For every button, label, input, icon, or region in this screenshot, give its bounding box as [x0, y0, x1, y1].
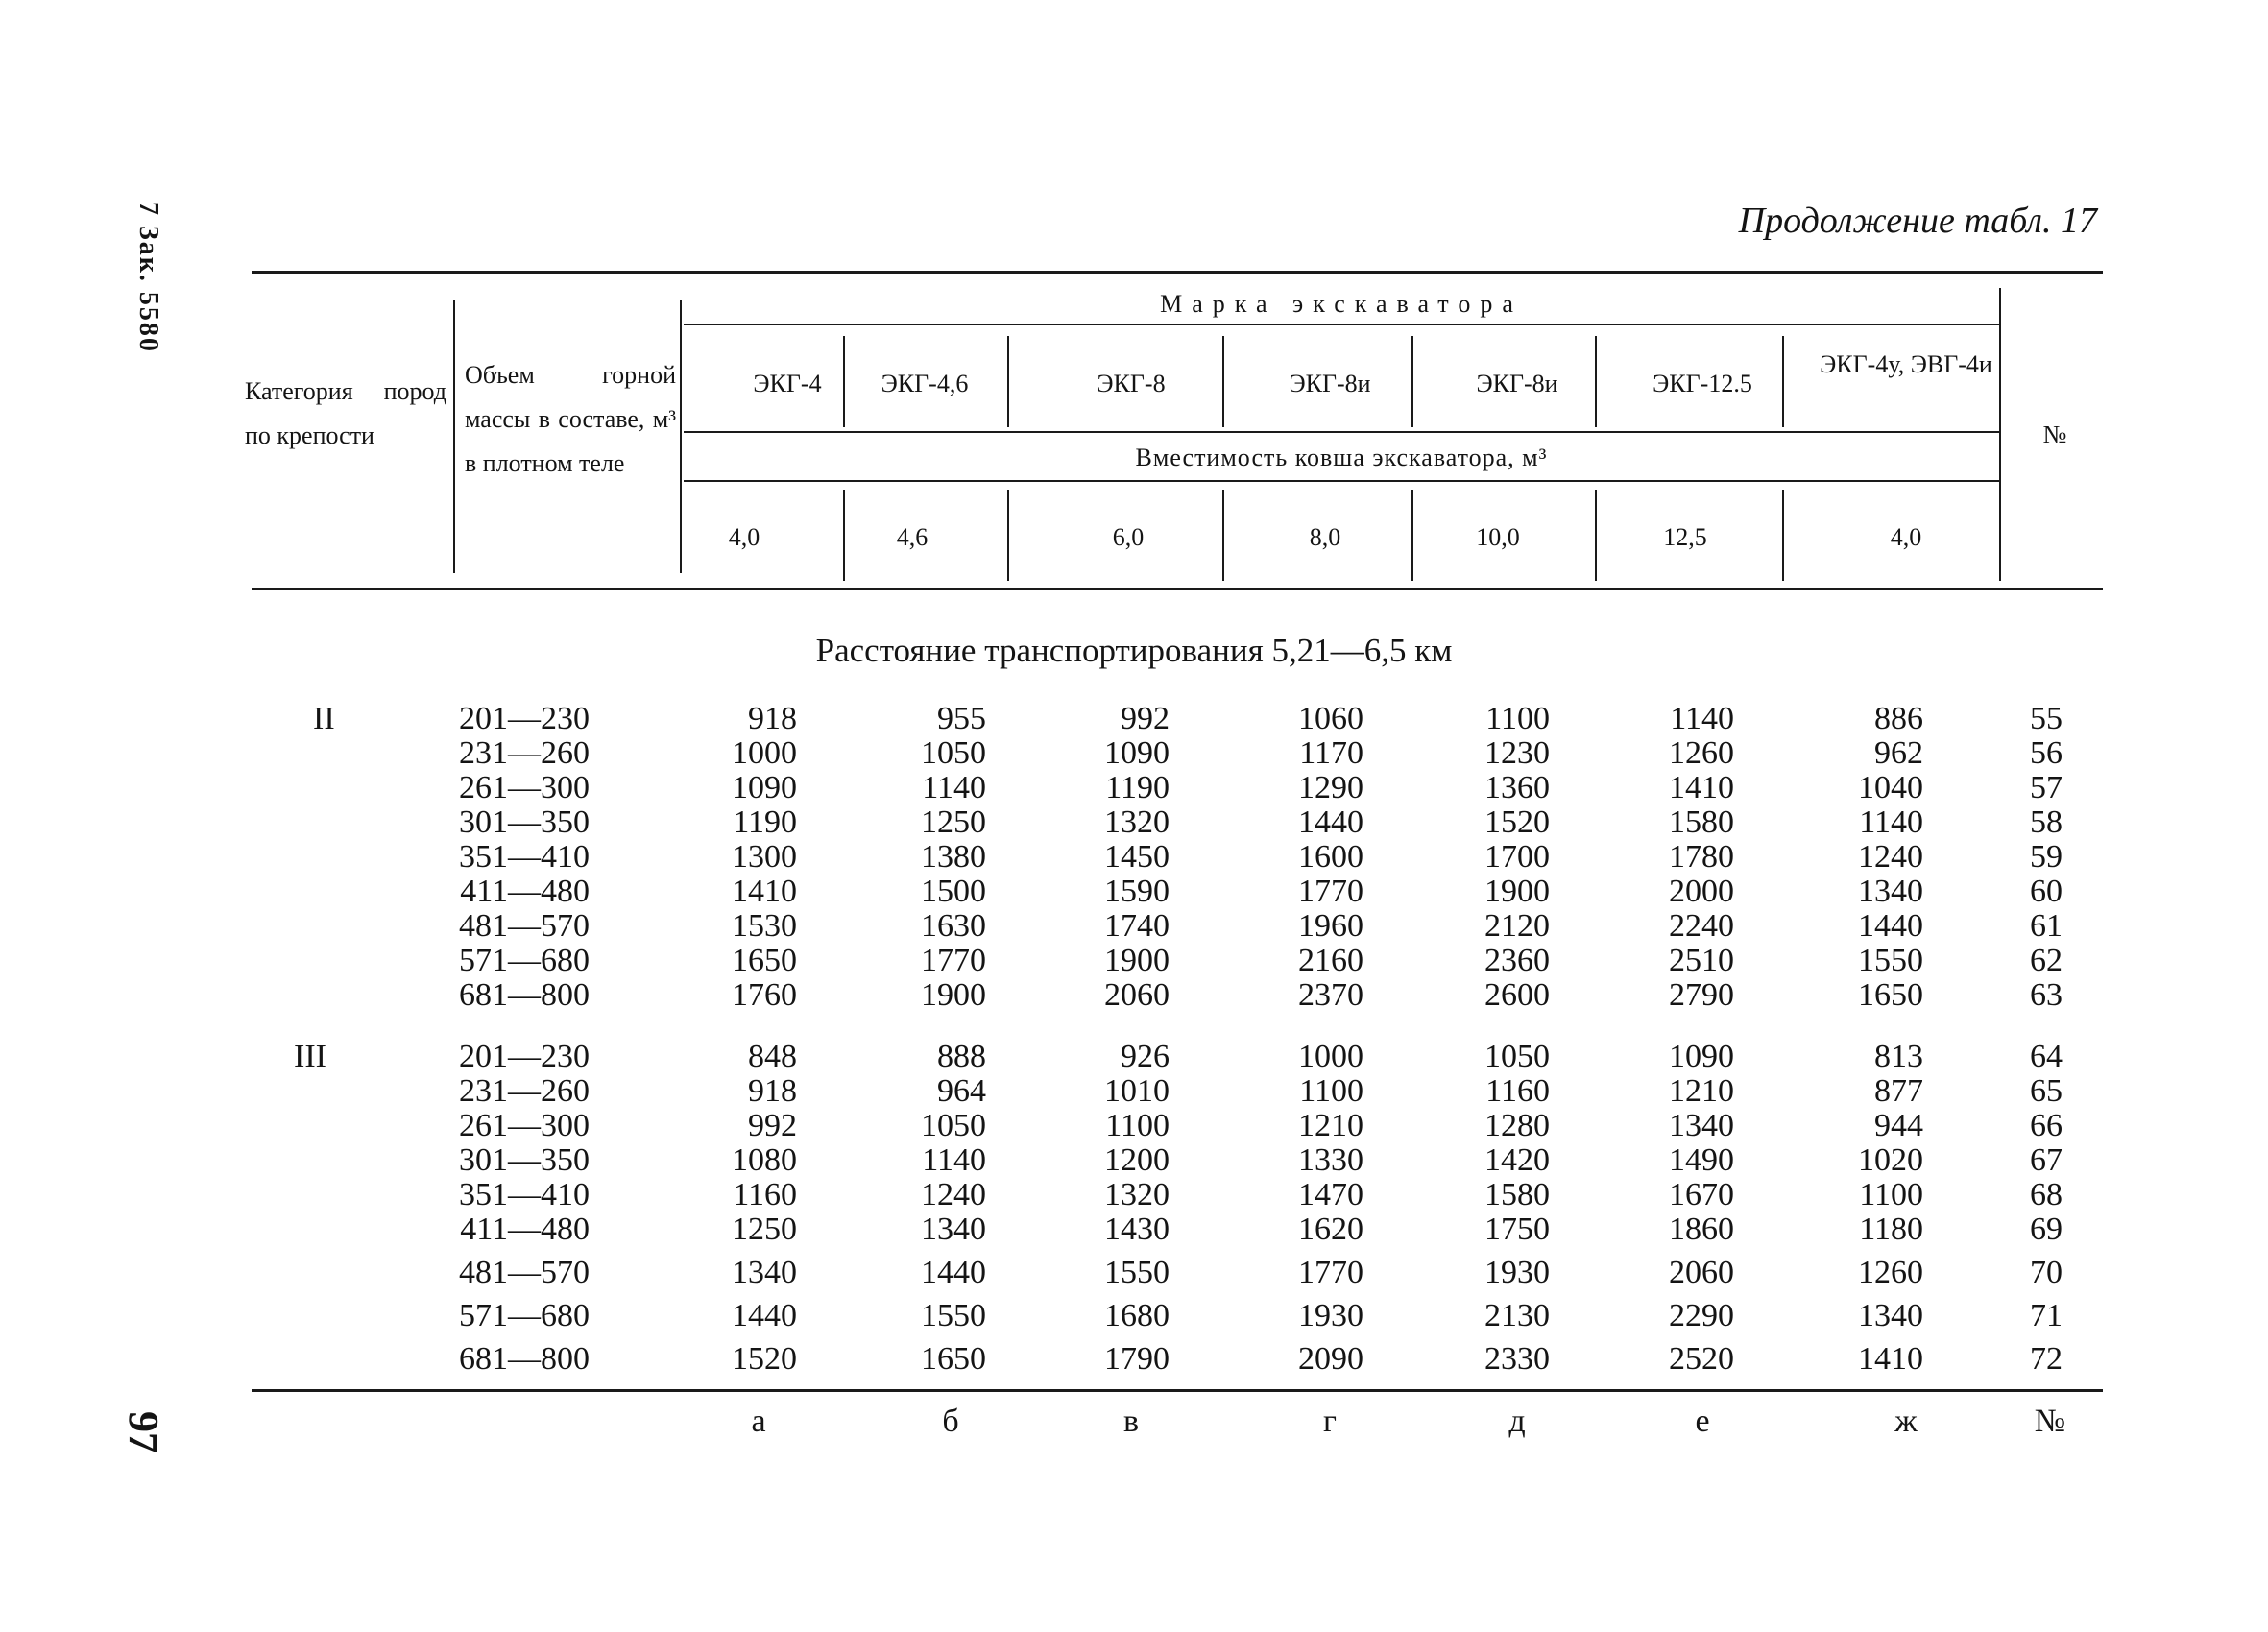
excavator-model-header: ЭКГ-4у, ЭВГ-4и — [1820, 350, 1992, 378]
bucket-capacity-header: 6,0 — [1112, 523, 1145, 551]
table-cell: 1410 — [1858, 1341, 1923, 1377]
table-cell: 926 — [1121, 1039, 1170, 1074]
table-cell: 1410 — [1669, 770, 1734, 805]
table-cell: 1340 — [1858, 874, 1923, 909]
header-divider — [680, 300, 682, 573]
table-cell: 1180 — [1859, 1212, 1923, 1247]
table-cell: 1600 — [1298, 839, 1363, 875]
row-number: 68 — [2030, 1177, 2063, 1212]
table-cell: 1580 — [1669, 804, 1734, 840]
table-cell: 1760 — [732, 977, 797, 1013]
column-letter: г — [1323, 1404, 1337, 1439]
table-cell: 1680 — [1104, 1298, 1170, 1333]
table-caption: Продолжение табл. 17 — [1738, 201, 2097, 241]
table-cell: 2240 — [1669, 908, 1734, 944]
table-cell: 1000 — [732, 735, 797, 771]
volume-range: 301—350 — [459, 804, 590, 840]
bucket-capacity-header: 4,0 — [1890, 523, 1922, 551]
excavator-model-header: ЭКГ-4 — [753, 370, 822, 397]
table-cell: 2360 — [1484, 943, 1550, 978]
row-number: 58 — [2030, 804, 2063, 840]
bucket-capacity-header: 10,0 — [1476, 523, 1520, 551]
table-cell: 888 — [937, 1039, 986, 1074]
table-cell: 1140 — [922, 1142, 986, 1178]
table-cell: 1160 — [733, 1177, 797, 1212]
table-cell: 1740 — [1104, 908, 1170, 944]
column-letter: ж — [1894, 1404, 1918, 1439]
table-cell: 1860 — [1669, 1212, 1734, 1247]
volume-range: 261—300 — [459, 1108, 590, 1143]
volume-range: 481—570 — [459, 1255, 590, 1290]
table-cell: 955 — [937, 701, 986, 736]
table-cell: 962 — [1874, 735, 1923, 771]
table-cell: 1550 — [921, 1298, 986, 1333]
header-divider — [843, 490, 845, 581]
volume-range: 571—680 — [459, 943, 590, 978]
bucket-capacity-header: 4,6 — [896, 523, 929, 551]
table-cell: 1930 — [1484, 1255, 1550, 1290]
capacity-group-top-rule — [684, 431, 1999, 433]
table-cell: 2060 — [1104, 977, 1170, 1013]
header-divider — [1222, 490, 1224, 581]
volume-range: 351—410 — [459, 1177, 590, 1212]
table-cell: 1960 — [1298, 908, 1363, 944]
volume-range: 681—800 — [459, 977, 590, 1013]
table-cell: 1490 — [1669, 1142, 1734, 1178]
row-number: 66 — [2030, 1108, 2063, 1143]
table-cell: 886 — [1874, 701, 1923, 736]
table-cell: 1360 — [1484, 770, 1550, 805]
volume-range: 351—410 — [459, 839, 590, 875]
table-cell: 1650 — [921, 1341, 986, 1377]
table-cell: 1340 — [1858, 1298, 1923, 1333]
volume-range: 201—230 — [459, 1039, 590, 1074]
capacity-group-bottom-rule — [684, 480, 1999, 482]
row-number: 55 — [2030, 701, 2063, 736]
row-number: 62 — [2030, 943, 2063, 978]
header-divider — [1007, 490, 1009, 581]
excavator-model-header: ЭКГ-4,6 — [881, 370, 969, 397]
excavator-model-header: ЭКГ-8 — [1097, 370, 1166, 397]
table-cell: 2060 — [1669, 1255, 1734, 1290]
column-letter: а — [751, 1404, 766, 1439]
row-number: 64 — [2030, 1039, 2063, 1074]
row-number: 61 — [2030, 908, 2063, 944]
category-label: III — [294, 1039, 326, 1074]
table-cell: 1140 — [922, 770, 986, 805]
table-cell: 2370 — [1298, 977, 1363, 1013]
table-cell: 1250 — [732, 1212, 797, 1247]
bucket-capacity-header: 8,0 — [1309, 523, 1341, 551]
table-cell: 944 — [1874, 1108, 1923, 1143]
header-top-rule — [252, 271, 2103, 274]
table-cell: 1260 — [1858, 1255, 1923, 1290]
table-cell: 964 — [937, 1073, 986, 1109]
header-bottom-rule — [252, 588, 2103, 590]
table-cell: 1900 — [1104, 943, 1170, 978]
table-cell: 1250 — [921, 804, 986, 840]
number-header: № — [2042, 420, 2067, 448]
table-cell: 1500 — [921, 874, 986, 909]
table-cell: 1210 — [1669, 1073, 1734, 1109]
row-number: 59 — [2030, 839, 2063, 875]
table-cell: 1010 — [1104, 1073, 1170, 1109]
row-number: 57 — [2030, 770, 2063, 805]
excavator-group-header: Марка экскаватора — [1160, 290, 1523, 318]
table-cell: 1050 — [921, 1108, 986, 1143]
table-cell: 1100 — [1299, 1073, 1363, 1109]
header-divider — [1411, 490, 1413, 581]
table-cell: 2160 — [1298, 943, 1363, 978]
table-cell: 1230 — [1484, 735, 1550, 771]
table-cell: 1080 — [732, 1142, 797, 1178]
row-number: 56 — [2030, 735, 2063, 771]
table-cell: 1650 — [732, 943, 797, 978]
volume-header: Объем горной массы в составе, м³ в плотном теле — [465, 361, 676, 477]
table-cell: 1170 — [1299, 735, 1363, 771]
table-cell: 1520 — [732, 1341, 797, 1377]
table-cell: 1140 — [1859, 804, 1923, 840]
table-cell: 2330 — [1484, 1341, 1550, 1377]
table-cell: 1260 — [1669, 735, 1734, 771]
table-cell: 1090 — [1669, 1039, 1734, 1074]
table-cell: 1060 — [1298, 701, 1363, 736]
table-cell: 1240 — [1858, 839, 1923, 875]
column-letter: № — [2034, 1404, 2066, 1439]
table-cell: 1190 — [1105, 770, 1170, 805]
table-cell: 1210 — [1298, 1108, 1363, 1143]
table-cell: 1440 — [1858, 908, 1923, 944]
header-divider — [1782, 490, 1784, 581]
table-cell: 1420 — [1484, 1142, 1550, 1178]
side-note: 7 Зак. 5580 — [133, 202, 163, 353]
table-cell: 1140 — [1670, 701, 1734, 736]
row-number: 69 — [2030, 1212, 2063, 1247]
table-cell: 1550 — [1104, 1255, 1170, 1290]
table-cell: 1530 — [732, 908, 797, 944]
table-cell: 1160 — [1485, 1073, 1550, 1109]
table-cell: 1470 — [1298, 1177, 1363, 1212]
table-cell: 1340 — [921, 1212, 986, 1247]
page-number: 97 — [120, 1411, 167, 1453]
table-cell: 1020 — [1858, 1142, 1923, 1178]
section-title: Расстояние транспортирования 5,21—6,5 км — [815, 632, 1453, 669]
table-cell: 1770 — [1298, 874, 1363, 909]
table-cell: 1440 — [1298, 804, 1363, 840]
table-bottom-rule — [252, 1389, 2103, 1392]
table-cell: 1750 — [1484, 1212, 1550, 1247]
table-cell: 1780 — [1669, 839, 1734, 875]
table-cell: 1280 — [1484, 1108, 1550, 1143]
table-cell: 1900 — [1484, 874, 1550, 909]
table-cell: 1670 — [1669, 1177, 1734, 1212]
row-number: 60 — [2030, 874, 2063, 909]
excavator-model-header: ЭКГ-8и — [1289, 370, 1371, 397]
table-cell: 1340 — [732, 1255, 797, 1290]
volume-range: 411—480 — [460, 1212, 590, 1247]
excavator-model-header: ЭКГ-12.5 — [1653, 370, 1752, 397]
table-cell: 1620 — [1298, 1212, 1363, 1247]
volume-range: 571—680 — [459, 1298, 590, 1333]
table-cell: 1770 — [1298, 1255, 1363, 1290]
table-cell: 992 — [1121, 701, 1170, 736]
table-cell: 1380 — [921, 839, 986, 875]
table-cell: 1330 — [1298, 1142, 1363, 1178]
row-number: 71 — [2030, 1298, 2063, 1333]
table-cell: 1200 — [1104, 1142, 1170, 1178]
table-cell: 2520 — [1669, 1341, 1734, 1377]
table-cell: 1100 — [1105, 1108, 1170, 1143]
table-cell: 918 — [748, 1073, 797, 1109]
volume-range: 231—260 — [459, 735, 590, 771]
volume-range: 201—230 — [459, 701, 590, 736]
header-divider — [1595, 490, 1597, 581]
table-cell: 1790 — [1104, 1341, 1170, 1377]
header-divider — [1999, 288, 2001, 581]
table-cell: 2290 — [1669, 1298, 1734, 1333]
volume-range: 231—260 — [459, 1073, 590, 1109]
table-cell: 1520 — [1484, 804, 1550, 840]
table-cell: 918 — [748, 701, 797, 736]
table-cell: 1100 — [1859, 1177, 1923, 1212]
volume-range: 301—350 — [459, 1142, 590, 1178]
table-cell: 1320 — [1104, 804, 1170, 840]
table-cell: 1590 — [1104, 874, 1170, 909]
excavator-group-rule — [684, 324, 1999, 325]
table-cell: 1050 — [1484, 1039, 1550, 1074]
table-cell: 813 — [1874, 1039, 1923, 1074]
table-cell: 2000 — [1669, 874, 1734, 909]
table-cell: 1040 — [1858, 770, 1923, 805]
table-cell: 2130 — [1484, 1298, 1550, 1333]
table-cell: 1190 — [733, 804, 797, 840]
table-cell: 1410 — [732, 874, 797, 909]
table-cell: 1770 — [921, 943, 986, 978]
row-number: 72 — [2030, 1341, 2063, 1377]
column-letter: в — [1122, 1404, 1140, 1439]
table-cell: 877 — [1874, 1073, 1923, 1109]
row-number: 67 — [2030, 1142, 2063, 1178]
column-letter: б — [942, 1404, 959, 1439]
row-number: 63 — [2030, 977, 2063, 1013]
table-cell: 2600 — [1484, 977, 1550, 1013]
table-cell: 1440 — [732, 1298, 797, 1333]
bucket-capacity-header: 12,5 — [1663, 523, 1707, 551]
table-cell: 1300 — [732, 839, 797, 875]
volume-range: 261—300 — [459, 770, 590, 805]
column-letter: е — [1695, 1404, 1710, 1439]
excavator-model-header: ЭКГ-8и — [1476, 370, 1558, 397]
table-cell: 1700 — [1484, 839, 1550, 875]
column-letter: д — [1508, 1404, 1526, 1439]
row-number: 70 — [2030, 1255, 2063, 1290]
table-cell: 1430 — [1104, 1212, 1170, 1247]
category-header: Категория пород по крепости — [245, 377, 446, 449]
volume-range: 481—570 — [459, 908, 590, 944]
table-cell: 1320 — [1104, 1177, 1170, 1212]
table-cell: 1630 — [921, 908, 986, 944]
volume-range: 681—800 — [459, 1341, 590, 1377]
category-label: II — [313, 701, 335, 736]
table-cell: 1930 — [1298, 1298, 1363, 1333]
table-cell: 1340 — [1669, 1108, 1734, 1143]
table-cell: 992 — [748, 1108, 797, 1143]
table-cell: 1090 — [732, 770, 797, 805]
table-cell: 1290 — [1298, 770, 1363, 805]
capacity-group-header: Вместимость ковша экскаватора, м³ — [1135, 444, 1548, 471]
table-cell: 1650 — [1858, 977, 1923, 1013]
table-cell: 1000 — [1298, 1039, 1363, 1074]
table-cell: 1900 — [921, 977, 986, 1013]
table-cell: 1240 — [921, 1177, 986, 1212]
table-cell: 2790 — [1669, 977, 1734, 1013]
table-cell: 1580 — [1484, 1177, 1550, 1212]
table-cell: 1090 — [1104, 735, 1170, 771]
table-cell: 1450 — [1104, 839, 1170, 875]
table-cell: 1100 — [1485, 701, 1550, 736]
table-cell: 2510 — [1669, 943, 1734, 978]
table-cell: 1440 — [921, 1255, 986, 1290]
table-cell: 848 — [748, 1039, 797, 1074]
header-divider — [453, 300, 455, 573]
row-number: 65 — [2030, 1073, 2063, 1109]
table-cell: 1050 — [921, 735, 986, 771]
table-cell: 2090 — [1298, 1341, 1363, 1377]
table-cell: 2120 — [1484, 908, 1550, 944]
volume-range: 411—480 — [460, 874, 590, 909]
bucket-capacity-header: 4,0 — [728, 523, 760, 551]
table-cell: 1550 — [1858, 943, 1923, 978]
